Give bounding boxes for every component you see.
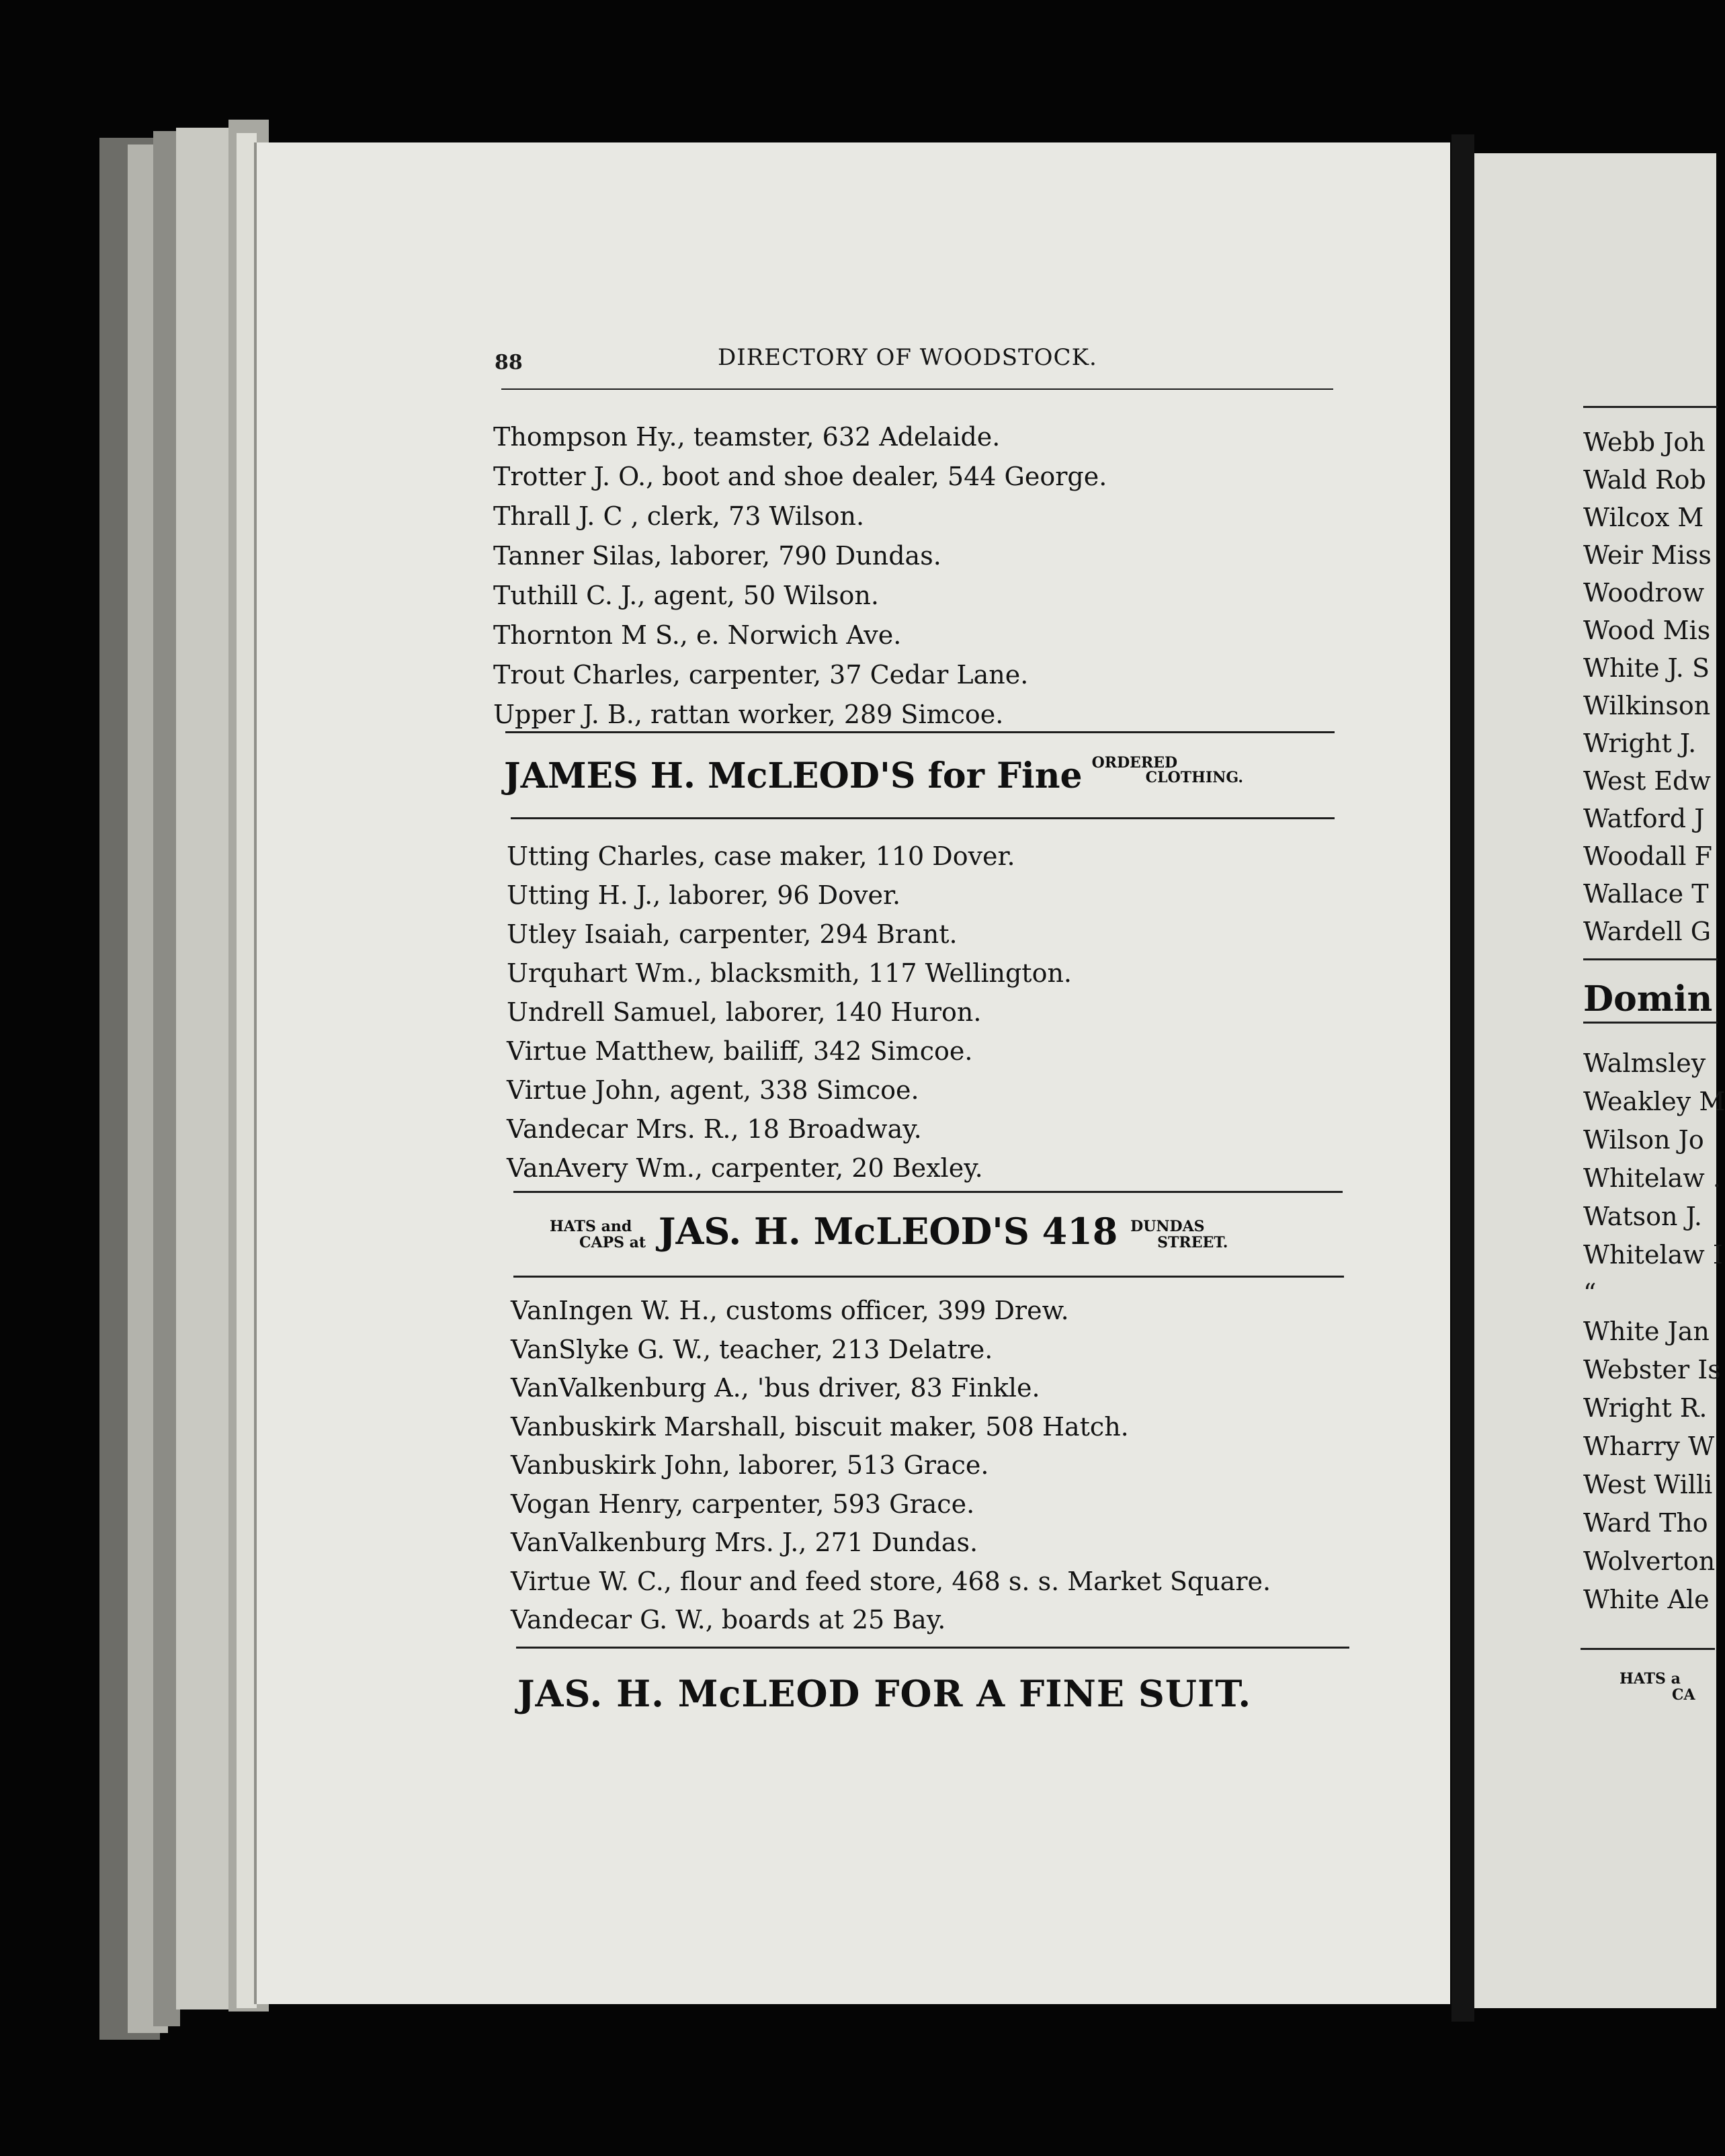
directory-entry: Tanner Silas, laborer, 790 Dundas. <box>493 541 941 571</box>
directory-entry: Vandecar Mrs. R., 18 Broadway. <box>507 1114 922 1144</box>
header-rule <box>501 388 1333 390</box>
directory-entry: VanSlyke G. W., teacher, 213 Delatre. <box>511 1334 993 1364</box>
ad-small-bottom: CLOTHING. <box>1145 769 1244 786</box>
directory-entry: VanValkenburg A., 'bus driver, 83 Finkle. <box>511 1373 1040 1403</box>
directory-entry: Virtue John, agent, 338 Simcoe. <box>507 1075 919 1105</box>
advertisement-hats-caps <box>550 1210 1228 1253</box>
facing-entry: Weakley M <box>1583 1087 1725 1116</box>
facing-rule <box>1583 406 1718 408</box>
book-gutter <box>1451 134 1474 2022</box>
directory-entry: Trout Charles, carpenter, 37 Cedar Lane. <box>493 660 1029 690</box>
facing-entry: Wardell G <box>1583 917 1712 946</box>
ad-small-text <box>1092 755 1243 785</box>
directory-entry: Virtue Matthew, bailiff, 342 Simcoe. <box>507 1036 973 1066</box>
directory-entry: Vanbuskirk John, laborer, 513 Grace. <box>511 1450 989 1480</box>
page-number: 88 <box>495 351 523 374</box>
directory-entry: Tuthill C. J., agent, 50 Wilson. <box>493 581 879 610</box>
advertisement-ordered-clothing <box>504 755 1243 796</box>
ad-rule <box>513 1191 1343 1193</box>
facing-entry: Watson J. <box>1583 1202 1702 1231</box>
ad-main-text: JAS. H. McLEOD'S 418 <box>658 1210 1118 1253</box>
facing-entry: Wood Mis <box>1583 616 1711 645</box>
facing-entry: Whitelaw I <box>1583 1240 1723 1270</box>
directory-entry: VanAvery Wm., carpenter, 20 Bexley. <box>507 1153 983 1183</box>
facing-entry: White J. S <box>1583 653 1710 683</box>
facing-footer-ad <box>1619 1671 1695 1703</box>
facing-entry: Wilkinson <box>1583 691 1711 720</box>
ad-small-text <box>1130 1218 1228 1251</box>
facing-entry: Wharry W <box>1583 1432 1715 1461</box>
ad-small-text <box>550 1218 646 1251</box>
facing-entry: Woodall F <box>1583 841 1712 871</box>
facing-entry: Wallace T <box>1583 879 1709 909</box>
facing-entry: Webb Joh <box>1583 427 1706 457</box>
ad-small-top: ORDERED <box>1091 754 1178 772</box>
ad-small-bottom: CAPS at <box>579 1233 646 1251</box>
facing-entry: Ward Tho <box>1583 1508 1708 1538</box>
ad-rule <box>516 1647 1349 1649</box>
directory-entry: VanValkenburg Mrs. J., 271 Dundas. <box>511 1528 978 1557</box>
directory-entry: Thrall J. C , clerk, 73 Wilson. <box>493 501 865 531</box>
facing-rule <box>1583 1022 1718 1024</box>
directory-entry: Virtue W. C., flour and feed store, 468 s. s. Market Square. <box>511 1566 1271 1596</box>
facing-entry: West Edw <box>1583 766 1711 796</box>
directory-entry: Upper J. B., rattan worker, 289 Simcoe. <box>493 700 1004 729</box>
facing-entry: White Jan <box>1583 1317 1710 1346</box>
ad-rule <box>511 817 1335 819</box>
facing-footer-bottom: CA <box>1672 1686 1695 1704</box>
running-title: DIRECTORY OF WOODSTOCK. <box>718 344 1097 371</box>
facing-rule <box>1581 1648 1715 1650</box>
facing-entry: Wilcox M <box>1583 503 1704 532</box>
directory-entry: Utley Isaiah, carpenter, 294 Brant. <box>507 919 958 949</box>
facing-entry: Weir Miss <box>1583 540 1712 570</box>
directory-entry: Thompson Hy., teamster, 632 Adelaide. <box>493 422 1001 452</box>
directory-entry: Utting Charles, case maker, 110 Dover. <box>507 841 1015 871</box>
facing-footer-top: HATS a <box>1619 1670 1681 1688</box>
facing-entry: Webster Is <box>1583 1355 1721 1384</box>
directory-entry: Vogan Henry, carpenter, 593 Grace. <box>511 1489 975 1519</box>
directory-entry: Trotter J. O., boot and shoe dealer, 544 George. <box>493 462 1107 491</box>
facing-entry: Woodrow <box>1583 578 1705 608</box>
facing-heading: Domin <box>1583 979 1713 1020</box>
facing-entry: Wright J. <box>1583 729 1697 758</box>
facing-entry: Wright R. <box>1583 1393 1708 1423</box>
facing-entry: White Ale <box>1583 1585 1710 1614</box>
ad-small-bottom: STREET. <box>1157 1233 1228 1251</box>
directory-entry: Thornton M S., e. Norwich Ave. <box>493 620 902 650</box>
ad-rule <box>513 1276 1344 1278</box>
directory-entry: Utting H. J., laborer, 96 Dover. <box>507 880 901 910</box>
facing-entry: Walmsley <box>1583 1048 1706 1078</box>
facing-entry: Wald Rob <box>1583 465 1706 495</box>
facing-entry: West Willi <box>1583 1470 1713 1499</box>
ad-small-top: DUNDAS <box>1130 1217 1205 1235</box>
facing-entry: Watford J <box>1583 804 1705 833</box>
ad-small-top: HATS and <box>550 1217 632 1235</box>
facing-entry: “ <box>1583 1278 1597 1308</box>
directory-entry: Vanbuskirk Marshall, biscuit maker, 508 Hatch. <box>511 1411 1129 1442</box>
directory-entry: VanIngen W. H., customs officer, 399 Drew. <box>511 1296 1069 1325</box>
ad-rule <box>505 731 1335 733</box>
facing-rule <box>1583 958 1718 960</box>
directory-entry: Urquhart Wm., blacksmith, 117 Wellington. <box>507 958 1072 988</box>
directory-entry: Undrell Samuel, laborer, 140 Huron. <box>507 997 982 1027</box>
directory-entry: Vandecar G. W., boards at 25 Bay. <box>511 1605 946 1634</box>
facing-entry: Wilson Jo <box>1583 1125 1704 1155</box>
facing-entry: Whitelaw . <box>1583 1163 1721 1193</box>
advertisement-fine-suit: JAS. H. McLEOD FOR A FINE SUIT. <box>517 1672 1252 1715</box>
ad-main-text: JAMES H. McLEOD'S for Fine <box>504 755 1083 796</box>
facing-entry: Wolverton <box>1583 1546 1716 1576</box>
